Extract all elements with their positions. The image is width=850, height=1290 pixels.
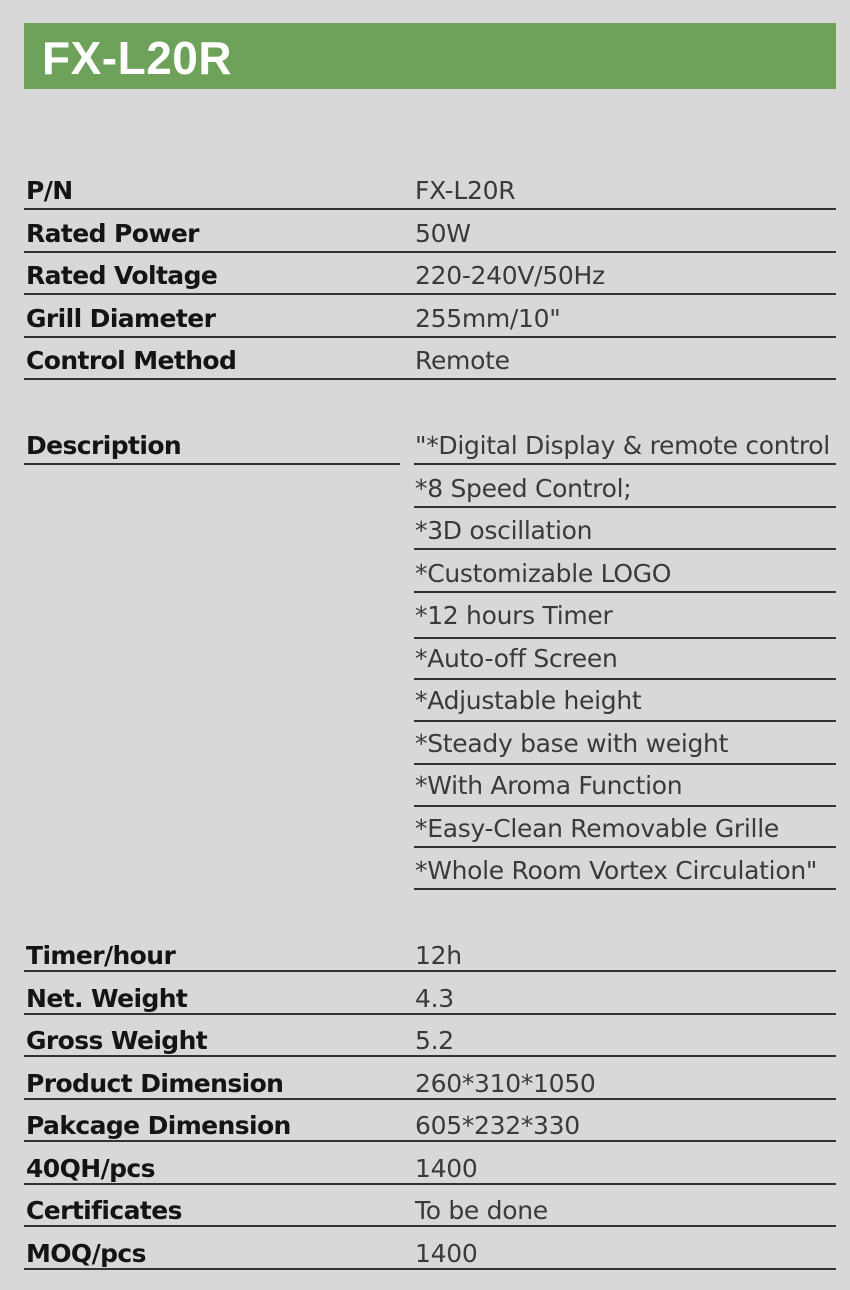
row-divider (414, 506, 836, 508)
description-line: *Steady base with weight (415, 729, 729, 758)
spec-value: FX-L20R (415, 176, 516, 205)
page-title: FX-L20R (42, 32, 233, 84)
row-divider (24, 1055, 836, 1057)
spec-label: Gross Weight (26, 1026, 208, 1055)
spec-value: 5.2 (415, 1026, 454, 1055)
spec-label: Grill Diameter (26, 304, 216, 333)
spec-value: 1400 (415, 1154, 478, 1183)
row-divider (24, 208, 836, 210)
spec-label: Control Method (26, 346, 237, 375)
description-line: *Whole Room Vortex Circulation" (415, 856, 818, 885)
description-line: *Customizable LOGO (415, 559, 672, 588)
row-divider (414, 637, 836, 639)
spec-value: 50W (415, 219, 471, 248)
row-divider (24, 1225, 836, 1227)
spec-value: 12h (415, 941, 462, 970)
title-bar (24, 23, 836, 89)
spec-value: 4.3 (415, 984, 454, 1013)
row-divider (414, 805, 836, 807)
spec-value: 220-240V/50Hz (415, 261, 605, 290)
row-divider (414, 720, 836, 722)
spec-value: 1400 (415, 1239, 478, 1268)
row-divider (24, 1098, 836, 1100)
description-line: *Auto-off Screen (415, 644, 618, 673)
row-divider (414, 763, 836, 765)
spec-value: 605*232*330 (415, 1111, 580, 1140)
row-divider (24, 378, 836, 380)
row-divider (24, 293, 836, 295)
spec-label: 40QH/pcs (26, 1154, 155, 1183)
spec-label: Net. Weight (26, 984, 188, 1013)
row-divider (24, 1183, 836, 1185)
spec-value: 260*310*1050 (415, 1069, 596, 1098)
row-divider (414, 463, 836, 465)
description-line: *With Aroma Function (415, 771, 683, 800)
row-divider (414, 548, 836, 550)
spec-label: MOQ/pcs (26, 1239, 146, 1268)
row-divider (24, 1140, 836, 1142)
spec-value: Remote (415, 346, 510, 375)
row-divider (24, 463, 400, 465)
row-divider (24, 1013, 836, 1015)
row-divider (24, 336, 836, 338)
description-line: *12 hours Timer (415, 601, 613, 630)
description-line: *Easy-Clean Removable Grille (415, 814, 779, 843)
row-divider (414, 591, 836, 593)
spec-label: Rated Power (26, 219, 199, 248)
description-line: *3D oscillation (415, 516, 593, 545)
description-line: "*Digital Display & remote control (415, 431, 830, 460)
row-divider (414, 888, 836, 890)
row-divider (24, 1268, 836, 1270)
spec-label: P/N (26, 176, 73, 205)
row-divider (24, 970, 836, 972)
row-divider (414, 846, 836, 848)
spec-label: Rated Voltage (26, 261, 218, 290)
spec-label: Product Dimension (26, 1069, 284, 1098)
row-divider (414, 678, 836, 680)
spec-label: Timer/hour (26, 941, 176, 970)
spec-value: 255mm/10" (415, 304, 561, 333)
row-divider (24, 251, 836, 253)
description-label: Description (26, 431, 182, 460)
spec-label: Pakcage Dimension (26, 1111, 291, 1140)
spec-label: Certificates (26, 1196, 182, 1225)
spec-value: To be done (415, 1196, 548, 1225)
description-line: *Adjustable height (415, 686, 642, 715)
description-line: *8 Speed Control; (415, 474, 632, 503)
